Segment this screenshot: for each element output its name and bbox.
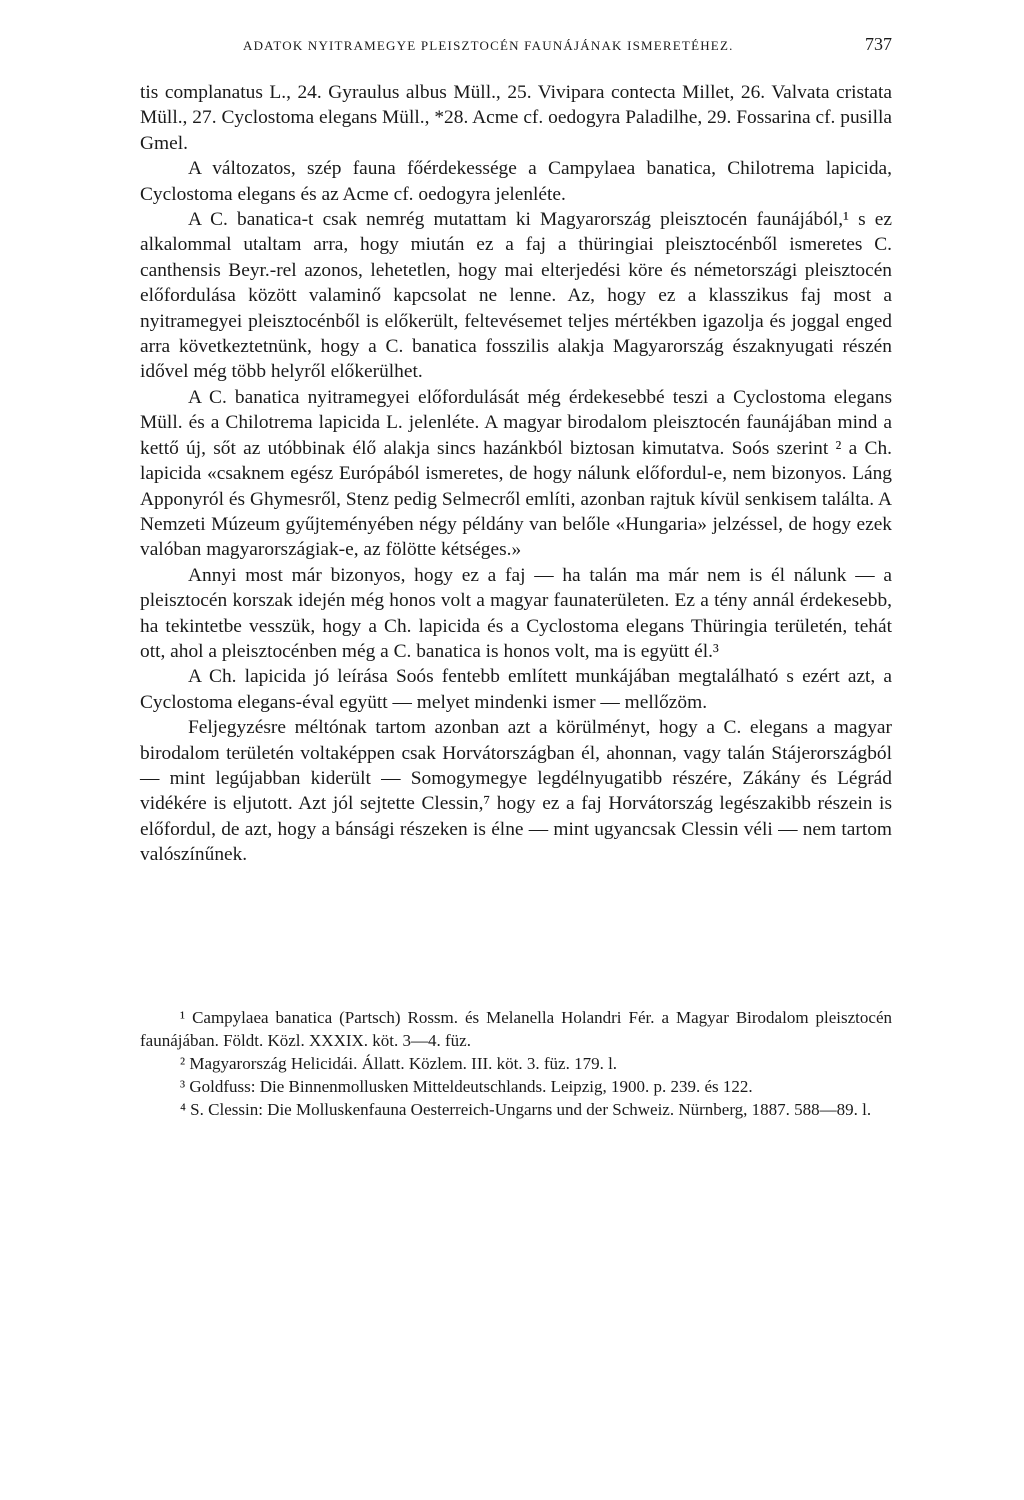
- page-header: [140, 34, 892, 62]
- paragraph-certainty: Annyi most már bizonyos, hogy ez a faj — ha talán ma már nem is él nálunk — a pleisztocén korszak idején még honos volt a magyar faunaterületen. Ez a tény annál érdekesebb, ha tekintetbe vesszük, hogy a Ch. lapicida és a Cyclostoma elegans Thüringia területén, tehát ott, ahol a pleisztocénben még a C. banatica is honos volt, ma is együtt él.³: [140, 564, 892, 662]
- footnote-4: ⁴ S. Clessin: Die Molluskenfauna Oesterreich-Ungarns und der Schweiz. Nürnberg, 1887. 588—89. l.: [180, 1100, 872, 1119]
- paragraph-fauna-interest: A változatos, szép fauna főérdekessége a Campylaea banatica, Chilotrema lapicida, Cyclostoma elegans és az Acme cf. oedogyra jelenléte.: [140, 158, 892, 205]
- paragraph-description: A Ch. lapicida jó leírása Soós fentebb említett munkájában megtalálható s ezért azt, a Cyclostoma elegans-éval együtt — melyet mindenki ismer — mellőzöm.: [140, 666, 892, 713]
- page-number: 737: [865, 34, 892, 54]
- footnote-1: ¹ Campylaea banatica (Partsch) Rossm. és Melanella Holandri Fér. a Magyar Birodalom pleisztocén faunájában. Földt. Közl. XXXIX. köt. 3—4. füz.: [140, 1008, 892, 1050]
- paragraph-c-banatica: A C. banatica-t csak nemrég mutattam ki Magyarország pleisztocén faunájából,¹ s ez alkalommal utaltam arra, hogy miután ez a faj a thüringiai pleisztocénből ismeretes C. canthensis Beyr.-rel azonos, lehetetlen, hogy mai elterjedési köre és németországi pleisztocén előfordulása között valaminő kapcsolat ne lenne. Az, hogy ez a klasszikus faj most a nyitramegyei pleisztocénből is előkerült, feltevésemet teljes mértékben igazolja és joggal enged arra következtetnünk, hogy a C. banatica fosszilis alakja Magyarország északnyugati részén idővel még több helyről előkerülhet.: [140, 209, 892, 383]
- body-text: [140, 80, 892, 868]
- running-head: ADATOK NYITRAMEGYE PLEISZTOCÉN FAUNÁJÁNAK ISMERETÉHEZ.: [243, 38, 734, 53]
- footnotes: [140, 1006, 892, 1121]
- footnote-2: ² Magyarország Helicidái. Állatt. Közlem. III. köt. 3. füz. 179. l.: [180, 1054, 618, 1073]
- paragraph-cyclostoma-chilotrema: A C. banatica nyitramegyei előfordulását még érdekesebbé teszi a Cyclostoma elegans Müll. és a Chilotrema lapicida L. jelenléte. A magyar birodalom pleisztocén faunájában mind a kettő új, sőt az utóbbinak élő alakja sincs hazánkból biztosan kimutatva. Soós szerint ² a Ch. lapicida «csaknem egész Európából ismeretes, de hogy nálunk előfordul-e, nem bizonyos. Láng Apponyról és Ghymesről, Stenz pedig Selmecről említi, azonban rajtuk kívül senkisem találta. A Nemzeti Múzeum gyűjteményében négy példány van belőle «Hungaria» jelzéssel, de hogy ezek valóban magyarországiak-e, az fölötte kétséges.»: [140, 386, 892, 561]
- paragraph-species-list: tis complanatus L., 24. Gyraulus albus Müll., 25. Vivipara contecta Millet, 26. Valvata cristata Müll., 27. Cyclostoma elegans Müll., *28. Acme cf. oedogyra Paladilhe, 29. Fossarina cf. pusilla Gmel.: [140, 82, 892, 154]
- paragraph-c-elegans-distribution: Feljegyzésre méltónak tartom azonban azt a körülményt, hogy a C. elegans a magyar birodalom területén voltaképpen csak Horvátországban él, ahonnan, vagy talán Stájerországból — mint legújabban kiderült — Somogymegye legdélnyugatibb részére, Zákány és Légrád vidékére is eljutott. Azt jól sejtette Clessin,⁷ hogy ez a faj Horvátország legészakibb részein is előfordul, de azt, hogy a bánsági részeken is élne — mint ugyancsak Clessin véli — nem tartom valószínűnek.: [140, 717, 892, 866]
- footnote-3: ³ Goldfuss: Die Binnenmollusken Mitteldeutschlands. Leipzig, 1900. p. 239. és 122.: [180, 1077, 753, 1096]
